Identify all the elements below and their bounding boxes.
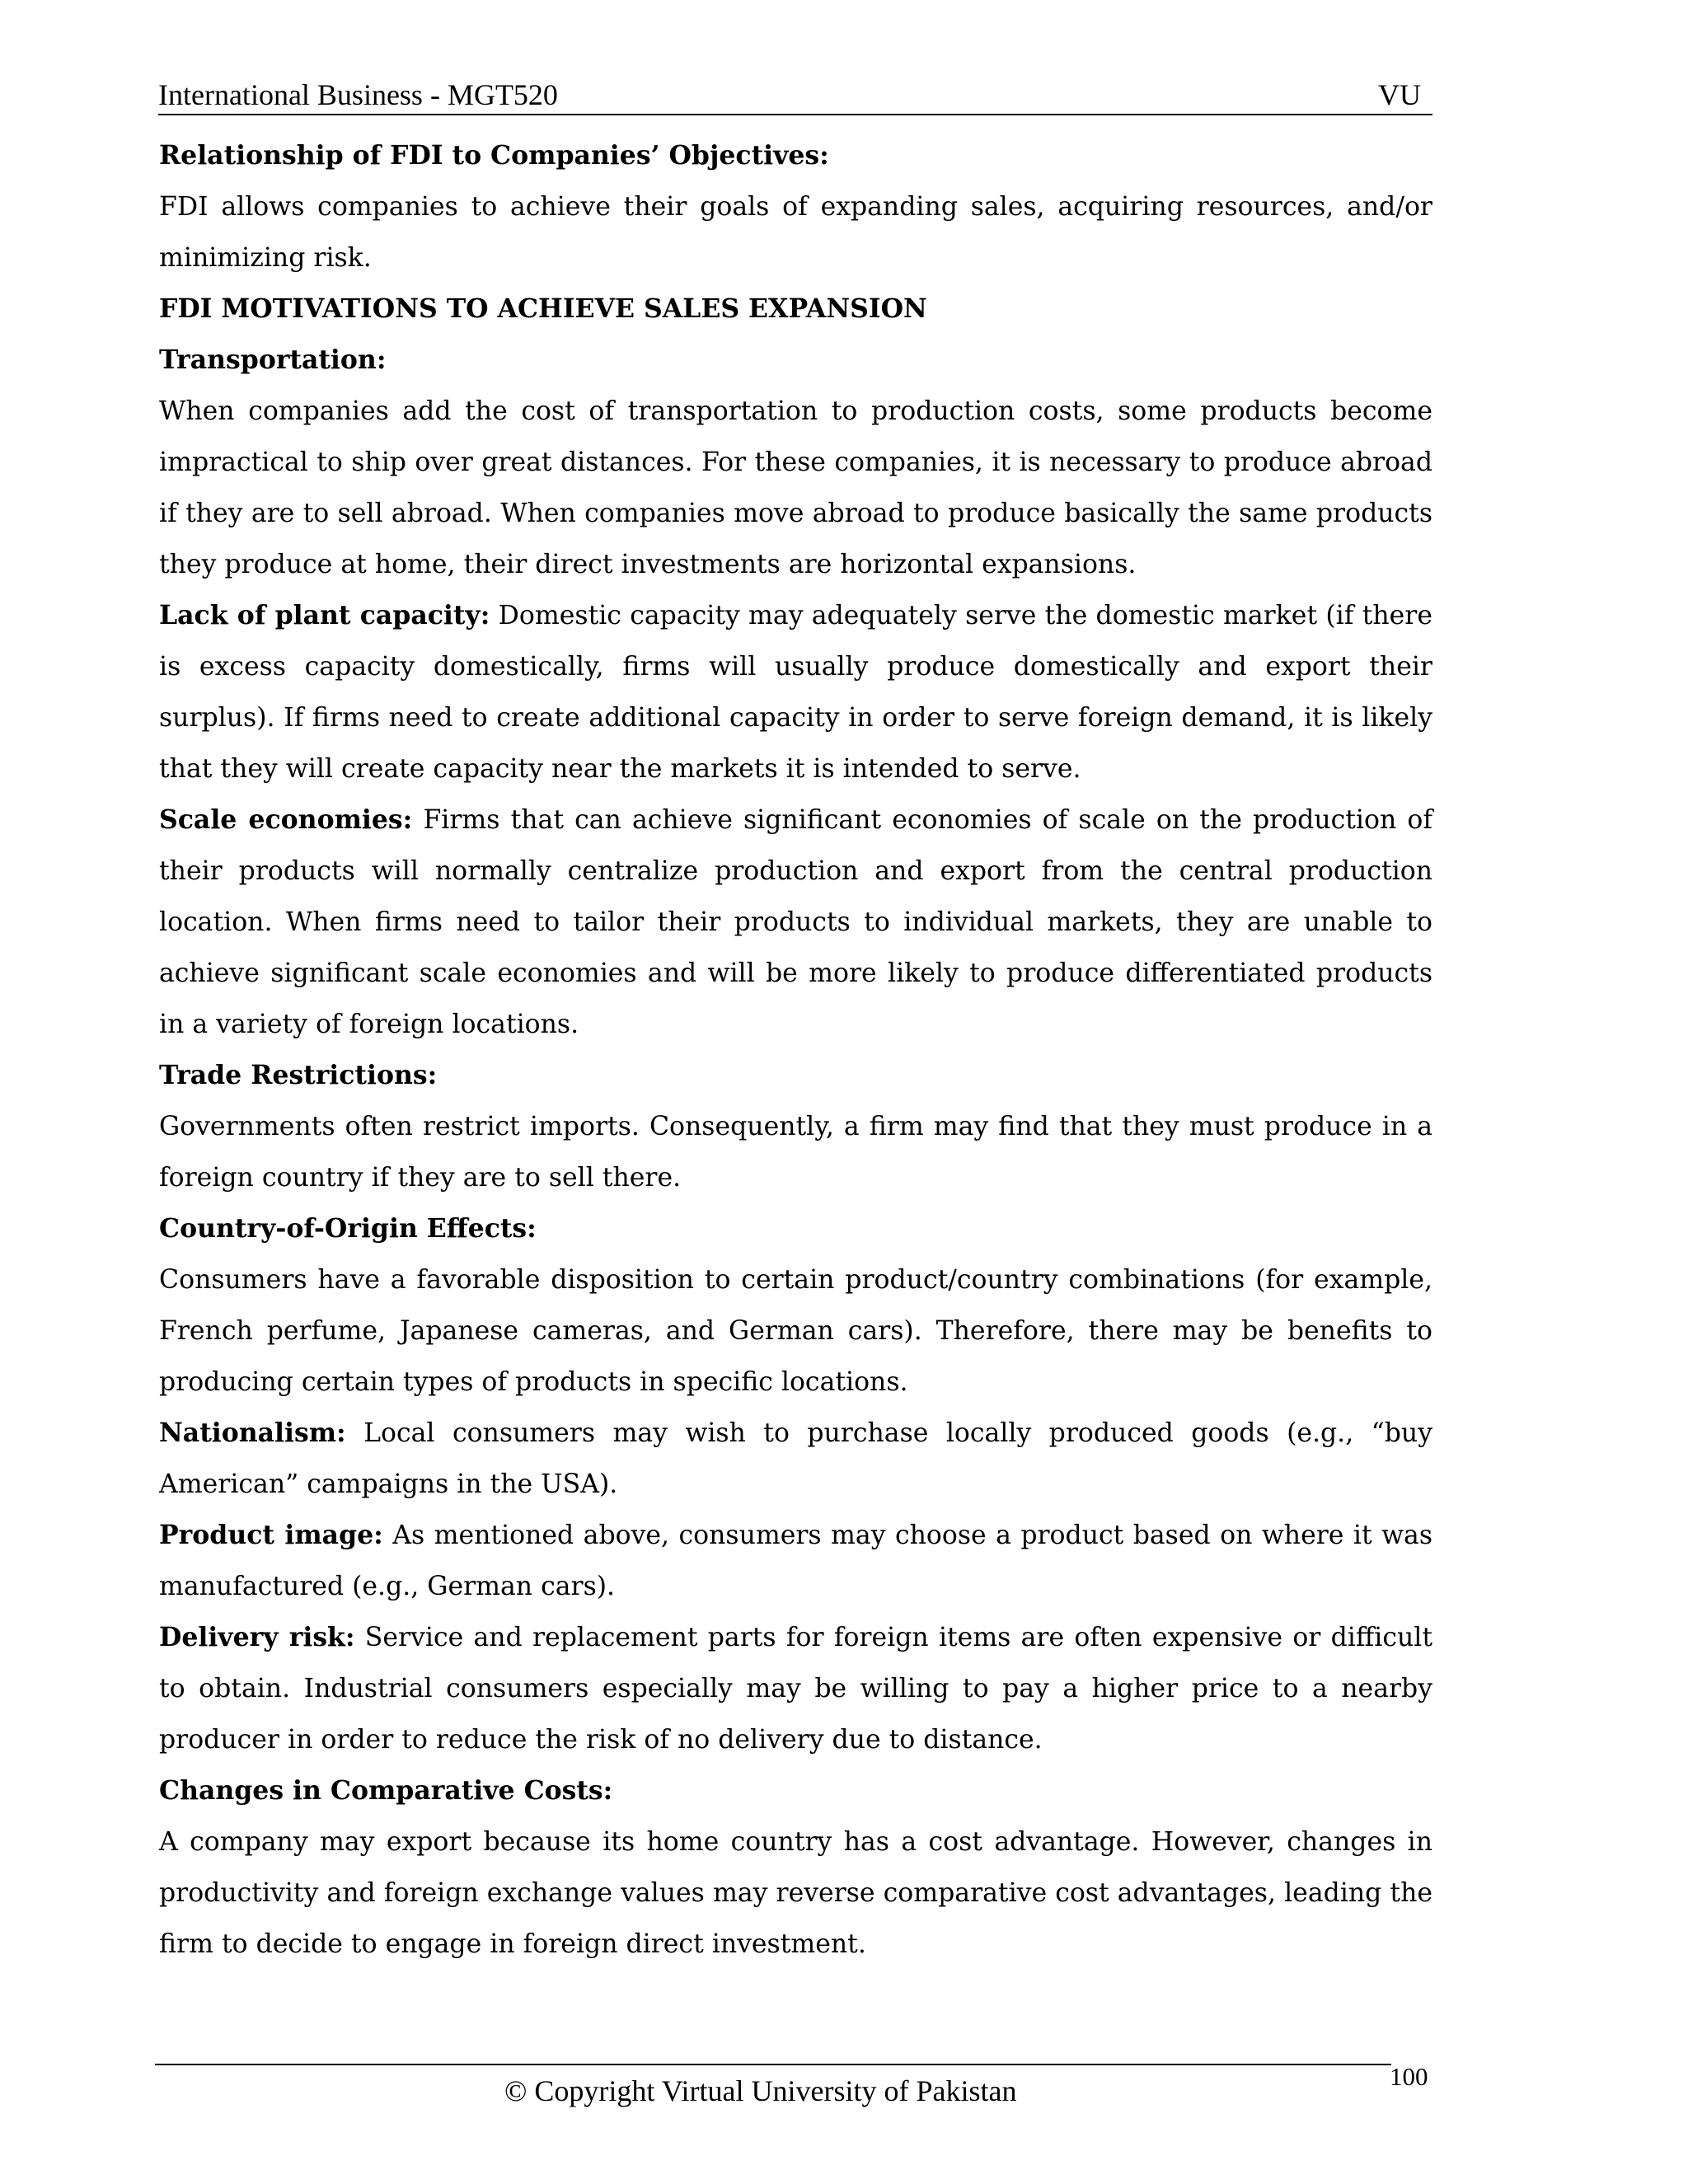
- lead-term: Delivery risk:: [159, 1622, 355, 1652]
- section-heading: Changes in Comparative Costs:: [159, 1775, 613, 1806]
- paragraph: [159, 1408, 1432, 1510]
- paragraph-text: As mentioned above, consumers may choose a product based on where it was manufactured (e.g., German cars).: [159, 1521, 1433, 1601]
- course-title: International Business - MGT520: [158, 78, 558, 111]
- paragraph: Governments often restrict imports. Consequently, a firm may find that they must produce in a foreign country if they are to sell there.: [159, 1112, 1432, 1193]
- lead-term: Scale economies:: [159, 804, 413, 835]
- page-number: 100: [1390, 2062, 1428, 2091]
- paragraph: [159, 1510, 1432, 1612]
- document-body: [159, 130, 1432, 1970]
- paragraph: [159, 794, 1432, 1050]
- paragraph-text: Domestic capacity may adequately serve the domestic market (if there is excess capacity domestically, firms will usually produce domestically and export their surplus). If firms need to create additional capacity in order to serve foreign demand, it is likely that they will create capacity near the markets it is intended to serve.: [159, 601, 1432, 784]
- paragraph-text: Firms that can achieve significant economies of scale on the production of their products will normally centralize production and export from the central production location. When firms need to tailor their products to individual markets, they are unable to achieve significant scale economies and will be more likely to produce differentiated products in a variety of foreign locations.: [159, 805, 1432, 1039]
- lead-term: Product image:: [159, 1520, 383, 1550]
- footer-divider: [155, 2064, 1391, 2065]
- paragraph-text: Service and replacement parts for foreign items are often expensive or difficult to obtain. Industrial consumers especially may be willing to pay a higher price to a nearby producer in order to reduce the risk of no delivery due to distance.: [159, 1623, 1432, 1755]
- paragraph: A company may export because its home country has a cost advantage. However, changes in productivity and foreign exchange values may reverse comparative cost advantages, leading the firm to decide to engage in foreign direct investment.: [159, 1827, 1432, 1959]
- section-heading: FDI MOTIVATIONS TO ACHIEVE SALES EXPANSION: [159, 293, 927, 324]
- paragraph: Consumers have a favorable disposition to certain product/country combinations (for example, French perfume, Japanese cameras, and German cars). Therefore, there may be benefits to producing certain types of products in specific locations.: [159, 1265, 1432, 1397]
- lead-term: Nationalism:: [159, 1418, 346, 1448]
- paragraph: FDI allows companies to achieve their goals of expanding sales, acquiring resources, and/or minimizing risk.: [159, 192, 1432, 273]
- paragraph: [159, 1612, 1432, 1765]
- section-heading: Country-of-Origin Effects:: [159, 1213, 537, 1244]
- section-heading: Trade Restrictions:: [159, 1060, 438, 1090]
- paragraph: When companies add the cost of transportation to production costs, some products become impractical to ship over great distances. For these companies, it is necessary to produce abroad if they are to sell abroad. When companies move abroad to produce basically the same products they produce at home, their direct investments are horizontal expansions.: [159, 396, 1432, 579]
- paragraph-text: Local consumers may wish to purchase locally produced goods (e.g., “buy American” campaigns in the USA).: [159, 1418, 1433, 1499]
- section-heading: Transportation:: [159, 344, 387, 375]
- section-heading: Relationship of FDI to Companies’ Objectives:: [159, 140, 829, 171]
- university-abbrev: VU: [1378, 78, 1421, 111]
- copyright-notice: © Copyright Virtual University of Pakistan: [504, 2074, 1017, 2107]
- lead-term: Lack of plant capacity:: [159, 600, 490, 630]
- paragraph: [159, 590, 1432, 794]
- page-header: [158, 77, 1432, 115]
